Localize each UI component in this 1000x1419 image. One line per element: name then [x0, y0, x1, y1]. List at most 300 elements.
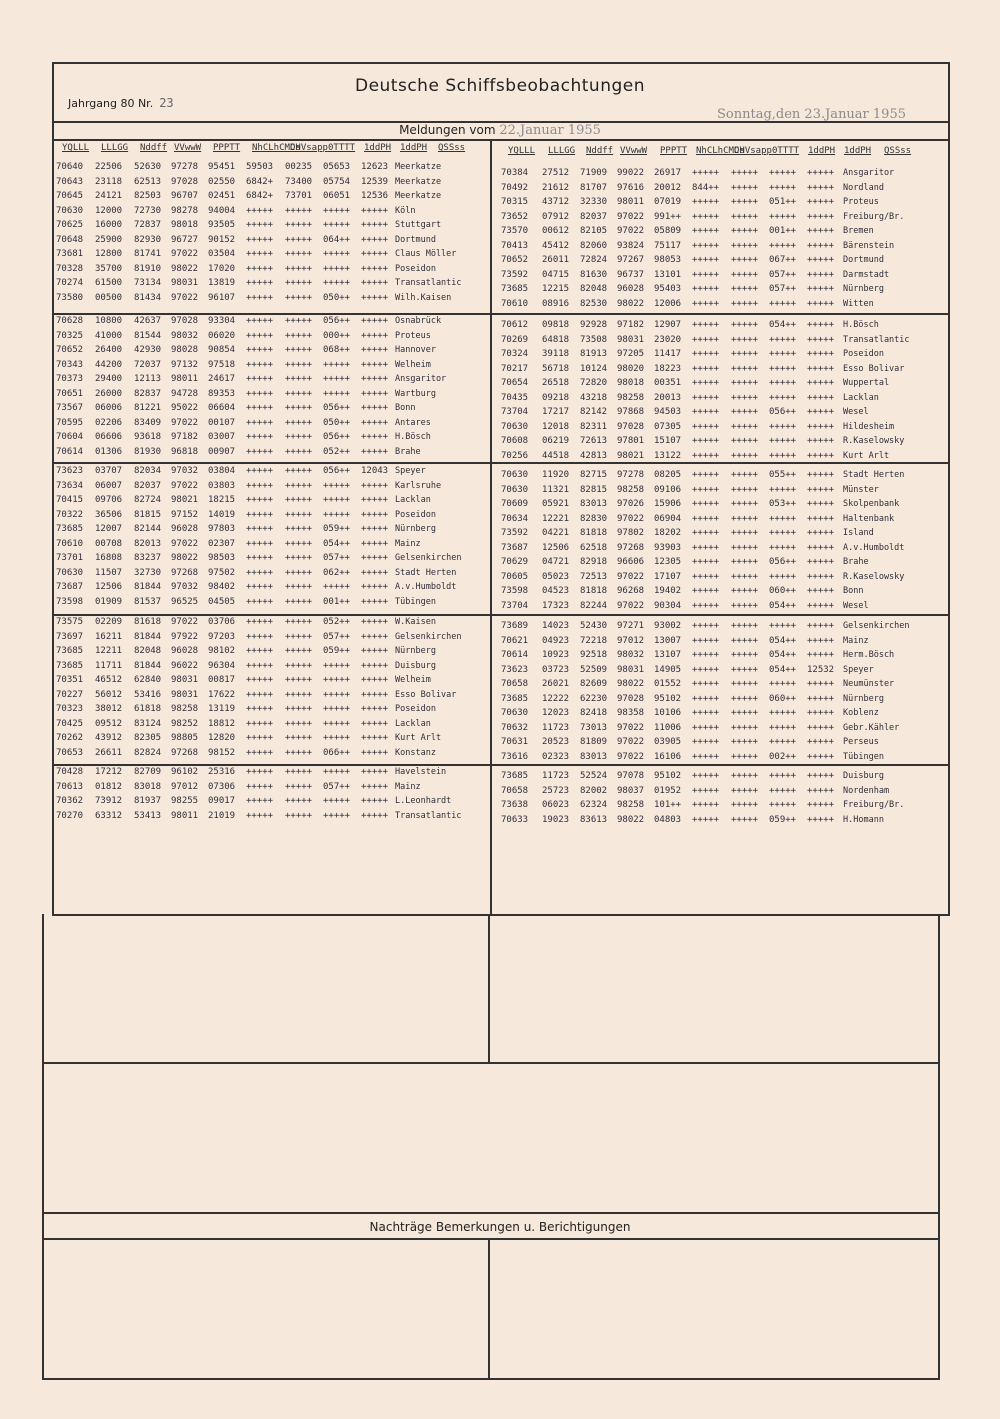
obs-code: 93002 — [654, 621, 682, 631]
obs-code: +++++ — [246, 446, 274, 457]
obs-code: 81937 — [134, 796, 162, 806]
lower-rule-2 — [42, 1212, 940, 1214]
ship-name: Hannover — [395, 345, 436, 355]
ship-name: H.Bösch — [843, 320, 879, 330]
obs-code: +++++ — [731, 722, 759, 733]
ship-name: A.v.Humboldt — [395, 582, 457, 592]
obs-code: 19402 — [654, 586, 682, 596]
obs-code: +++++ — [807, 197, 835, 207]
obs-code: 11507 — [95, 567, 123, 578]
obs-code: 15107 — [654, 436, 682, 446]
table-row — [56, 632, 488, 646]
obs-code: +++++ — [807, 320, 835, 330]
obs-code: 82715 — [580, 470, 608, 480]
obs-code: 054++ — [769, 650, 797, 660]
obs-code: 83018 — [134, 781, 162, 792]
ship-name: R.Kaselowsky — [843, 571, 905, 582]
obs-code: 82815 — [580, 484, 608, 495]
table-row — [496, 485, 948, 499]
obs-code: +++++ — [692, 349, 720, 359]
obs-code: +++++ — [361, 388, 389, 399]
obs-code: 03905 — [654, 737, 682, 747]
obs-code: 73685 — [501, 284, 529, 294]
table-row — [56, 524, 488, 538]
obs-code: +++++ — [361, 249, 389, 259]
obs-code: 62230 — [580, 693, 608, 704]
obs-code: 97203 — [208, 631, 236, 642]
ship-name: Gelsenkirchen — [843, 621, 910, 631]
table-row — [496, 364, 948, 378]
ship-name: Nordland — [843, 182, 884, 193]
obs-code: +++++ — [769, 211, 797, 222]
obs-code: 16106 — [654, 751, 682, 762]
obs-code: 95403 — [654, 284, 682, 294]
obs-code: 73598 — [56, 596, 84, 607]
obs-code: +++++ — [807, 542, 835, 553]
left-column-headers — [56, 143, 486, 157]
obs-code: +++++ — [692, 785, 720, 796]
table-row — [56, 568, 488, 582]
ship-name: Kurt Arlt — [843, 450, 890, 461]
obs-code: 72218 — [580, 635, 608, 646]
obs-code: +++++ — [246, 553, 274, 563]
table-row — [496, 270, 948, 284]
obs-code: +++++ — [246, 495, 274, 505]
lower-rule-1 — [42, 1062, 940, 1064]
col-header: DsVsapp — [290, 143, 328, 153]
obs-code: 73134 — [134, 278, 162, 288]
obs-code: +++++ — [361, 810, 389, 821]
obs-code: 059++ — [769, 814, 797, 825]
obs-code: +++++ — [692, 211, 720, 222]
obs-code: 11920 — [542, 470, 570, 480]
obs-code: 52430 — [580, 621, 608, 631]
ship-name: Bonn — [843, 586, 864, 596]
obs-code: +++++ — [807, 679, 835, 689]
obs-code: 46512 — [95, 675, 123, 685]
ship-name: Köln — [395, 205, 416, 216]
obs-code: 70217 — [501, 363, 529, 374]
obs-code: 12532 — [807, 664, 835, 675]
obs-code: +++++ — [731, 484, 759, 495]
obs-code: +++++ — [692, 513, 720, 524]
obs-code: +++++ — [285, 345, 313, 355]
obs-code: 17020 — [208, 263, 236, 274]
obs-code: +++++ — [807, 407, 835, 417]
obs-code: 32330 — [580, 197, 608, 207]
obs-code: +++++ — [323, 689, 351, 700]
obs-code: +++++ — [361, 432, 389, 442]
obs-code: 97026 — [617, 499, 645, 509]
obs-code: 21612 — [542, 182, 570, 193]
table-row — [496, 349, 948, 363]
obs-code: 23020 — [654, 334, 682, 345]
obs-code: 73570 — [501, 226, 529, 236]
obs-code: 70605 — [501, 571, 529, 582]
obs-code: +++++ — [692, 664, 720, 675]
obs-code: 057++ — [323, 553, 351, 563]
obs-code: +++++ — [807, 586, 835, 596]
obs-code: 82609 — [580, 679, 608, 689]
obs-code: +++++ — [769, 421, 797, 432]
obs-code: 97022 — [171, 480, 199, 491]
obs-code: +++++ — [731, 571, 759, 582]
obs-code: 98031 — [171, 675, 199, 685]
obs-code: 13101 — [654, 269, 682, 280]
obs-code: 11417 — [654, 349, 682, 359]
obs-code: 73685 — [56, 646, 84, 656]
obs-code: 95102 — [654, 771, 682, 781]
obs-code: +++++ — [807, 751, 835, 762]
obs-code: 97028 — [171, 176, 199, 187]
obs-code: +++++ — [361, 205, 389, 216]
obs-code: +++++ — [285, 278, 313, 288]
obs-code: 11723 — [542, 722, 570, 733]
obs-code: +++++ — [692, 722, 720, 733]
table-row — [496, 679, 948, 693]
obs-code: +++++ — [246, 509, 274, 520]
obs-code: 62324 — [580, 800, 608, 810]
obs-code: +++++ — [692, 708, 720, 718]
obs-code: 00107 — [208, 417, 236, 428]
obs-code: 19023 — [542, 814, 570, 825]
obs-code: 73616 — [501, 751, 529, 762]
ship-name: Mainz — [843, 635, 869, 646]
obs-code: +++++ — [692, 421, 720, 432]
obs-code: +++++ — [285, 781, 313, 792]
obs-code: 97032 — [171, 466, 199, 476]
obs-code: 82503 — [134, 191, 162, 201]
table-row — [496, 771, 948, 785]
table-row — [496, 621, 948, 635]
obs-code: +++++ — [361, 660, 389, 671]
obs-code: 73634 — [56, 480, 84, 491]
obs-code: 04715 — [542, 269, 570, 280]
obs-code: 05653 — [323, 162, 351, 172]
obs-code: 97028 — [617, 693, 645, 704]
obs-code: +++++ — [769, 392, 797, 403]
obs-code: 73592 — [501, 269, 529, 280]
obs-code: 054++ — [769, 320, 797, 330]
obs-code: 35700 — [95, 263, 123, 274]
obs-code: +++++ — [361, 403, 389, 413]
obs-code: +++++ — [285, 631, 313, 642]
obs-code: 10124 — [580, 363, 608, 374]
obs-code: +++++ — [769, 484, 797, 495]
obs-code: 73400 — [285, 176, 313, 187]
obs-code: 72613 — [580, 436, 608, 446]
obs-code: 96525 — [171, 596, 199, 607]
obs-code: +++++ — [807, 450, 835, 461]
obs-code: 70610 — [56, 538, 84, 549]
obs-code: 00500 — [95, 292, 123, 303]
obs-code: 97022 — [171, 292, 199, 303]
obs-code: +++++ — [285, 617, 313, 627]
obs-code: 98031 — [171, 689, 199, 700]
obs-code: 060++ — [769, 693, 797, 704]
obs-code: 11723 — [542, 771, 570, 781]
table-row — [56, 235, 488, 249]
obs-code: +++++ — [731, 421, 759, 432]
obs-code: 97182 — [171, 432, 199, 442]
obs-code: 81844 — [134, 582, 162, 592]
obs-code: 20013 — [654, 392, 682, 403]
obs-code: +++++ — [246, 480, 274, 491]
obs-code: +++++ — [731, 542, 759, 553]
obs-code: 98018 — [617, 378, 645, 388]
obs-code: +++++ — [692, 800, 720, 810]
obs-code: 96102 — [171, 767, 199, 777]
obs-code: 98022 — [617, 679, 645, 689]
obs-code: 81537 — [134, 596, 162, 607]
obs-code: 59503 — [246, 162, 274, 172]
obs-code: +++++ — [807, 470, 835, 480]
obs-code: +++++ — [769, 542, 797, 553]
table-row — [56, 675, 488, 689]
obs-code: +++++ — [769, 621, 797, 631]
obs-code: 02323 — [542, 751, 570, 762]
obs-code: +++++ — [285, 582, 313, 592]
obs-code: 057++ — [323, 781, 351, 792]
col-header: YQLLL — [62, 143, 90, 153]
table-row — [496, 407, 948, 421]
obs-code: 96818 — [171, 446, 199, 457]
table-row — [496, 557, 948, 571]
obs-code: 93824 — [617, 240, 645, 251]
obs-code: 73685 — [501, 771, 529, 781]
obs-code: +++++ — [731, 182, 759, 193]
obs-code: +++++ — [731, 737, 759, 747]
meldungen-date: 22.Januar 1955 — [499, 123, 601, 138]
obs-code: +++++ — [361, 646, 389, 656]
obs-code: +++++ — [692, 197, 720, 207]
table-row — [496, 737, 948, 751]
ship-name: R.Kaselowsky — [843, 436, 905, 446]
ship-name: Duisburg — [843, 771, 884, 781]
obs-code: 43712 — [542, 197, 570, 207]
issue-number: 23 — [159, 96, 174, 110]
obs-code: 10923 — [542, 650, 570, 660]
obs-code: 12820 — [208, 733, 236, 743]
obs-code: 83013 — [580, 499, 608, 509]
obs-code: 97022 — [617, 751, 645, 762]
obs-code: 52524 — [580, 771, 608, 781]
obs-code: 062++ — [323, 567, 351, 578]
ship-name: Neumünster — [843, 679, 895, 689]
obs-code: 97502 — [208, 567, 236, 578]
obs-code: +++++ — [246, 263, 274, 274]
obs-code: +++++ — [285, 374, 313, 384]
ship-name: Ansgaritor — [395, 374, 447, 384]
obs-code: 70630 — [501, 470, 529, 480]
obs-code: 97278 — [617, 470, 645, 480]
obs-code: 73592 — [501, 528, 529, 538]
obs-code: 73681 — [56, 249, 84, 259]
obs-code: 56718 — [542, 363, 570, 374]
col-header: DsVsapp — [734, 146, 772, 156]
obs-code: +++++ — [285, 747, 313, 758]
obs-code: 060++ — [769, 586, 797, 596]
obs-code: 82837 — [134, 388, 162, 399]
table-row — [496, 499, 948, 513]
table-row — [56, 191, 488, 205]
obs-code: +++++ — [769, 513, 797, 524]
obs-code: 52509 — [580, 664, 608, 675]
obs-code: +++++ — [246, 220, 274, 230]
ship-name: Gelsenkirchen — [395, 631, 462, 642]
ship-name: Mainz — [395, 538, 421, 549]
table-row — [496, 723, 948, 737]
obs-code: 73598 — [501, 586, 529, 596]
table-row — [56, 767, 488, 781]
obs-code: +++++ — [323, 718, 351, 729]
meldungen-label: Meldungen vom — [399, 123, 496, 137]
ship-name: Transatlantic — [395, 278, 462, 288]
obs-code: 82037 — [580, 211, 608, 222]
meldungen-line — [0, 123, 1000, 138]
obs-code: 97922 — [171, 631, 199, 642]
obs-code: 82709 — [134, 767, 162, 777]
ship-name: Poseidon — [395, 704, 436, 714]
obs-code: +++++ — [769, 771, 797, 781]
obs-code: 73685 — [501, 693, 529, 704]
ship-name: Osnabrück — [395, 316, 442, 326]
obs-code: +++++ — [361, 538, 389, 549]
obs-code: 056++ — [323, 403, 351, 413]
ship-name: Proteus — [395, 330, 431, 341]
obs-code: 26011 — [542, 255, 570, 265]
obs-code: 82918 — [580, 557, 608, 567]
col-header: 1ddPH — [364, 143, 392, 153]
obs-code: +++++ — [285, 220, 313, 230]
obs-code: 82830 — [580, 513, 608, 524]
obs-code: +++++ — [285, 596, 313, 607]
obs-code: +++++ — [361, 704, 389, 714]
ship-name: Dortmund — [395, 234, 436, 245]
obs-code: +++++ — [361, 582, 389, 592]
obs-code: 17622 — [208, 689, 236, 700]
obs-code: +++++ — [692, 600, 720, 611]
obs-code: +++++ — [692, 635, 720, 646]
obs-code: 03803 — [208, 480, 236, 491]
obs-code: 70614 — [501, 650, 529, 660]
table-row — [496, 650, 948, 664]
obs-code: +++++ — [323, 675, 351, 685]
right-column-headers — [496, 146, 946, 160]
obs-code: +++++ — [361, 330, 389, 341]
table-row — [496, 212, 948, 226]
ship-name: Wilh.Kaisen — [395, 292, 452, 303]
obs-code: 00612 — [542, 226, 570, 236]
col-header: NhCLhCMCH — [696, 146, 745, 156]
rule-group-1 — [52, 313, 948, 315]
document-title: Deutsche Schiffsbeobachtungen — [354, 76, 645, 96]
obs-code: 70614 — [56, 446, 84, 457]
obs-code: +++++ — [285, 234, 313, 245]
table-row — [56, 293, 488, 307]
obs-code: 07305 — [654, 421, 682, 432]
obs-code: +++++ — [361, 234, 389, 245]
obs-code: 068++ — [323, 345, 351, 355]
obs-code: +++++ — [692, 693, 720, 704]
obs-code: 04721 — [542, 557, 570, 567]
obs-code: 70613 — [56, 781, 84, 792]
obs-code: 73685 — [56, 524, 84, 534]
obs-code: 82305 — [134, 733, 162, 743]
table-row — [56, 582, 488, 596]
obs-code: 991++ — [654, 211, 682, 222]
obs-code: 01952 — [654, 785, 682, 796]
obs-code: 052++ — [323, 446, 351, 457]
table-row — [56, 403, 488, 417]
obs-code: 82037 — [134, 480, 162, 491]
ship-name: Wartburg — [395, 388, 436, 399]
obs-code: 93304 — [208, 316, 236, 326]
obs-code: 82105 — [580, 226, 608, 236]
obs-code: +++++ — [692, 621, 720, 631]
obs-code: +++++ — [246, 675, 274, 685]
obs-code: 12222 — [542, 693, 570, 704]
obs-code: +++++ — [769, 450, 797, 461]
col-header: PPPTT — [213, 143, 241, 153]
obs-code: 81930 — [134, 446, 162, 457]
ship-name: Darmstadt — [843, 269, 890, 280]
obs-code: 97518 — [208, 359, 236, 370]
table-row — [496, 543, 948, 557]
obs-code: +++++ — [769, 528, 797, 538]
obs-code: 001++ — [323, 596, 351, 607]
obs-code: 96028 — [617, 284, 645, 294]
obs-code: 09818 — [542, 320, 570, 330]
ship-name: Haltenbank — [843, 513, 895, 524]
obs-code: 06006 — [95, 403, 123, 413]
obs-code: 81630 — [580, 269, 608, 280]
obs-code: 81844 — [134, 660, 162, 671]
obs-code: +++++ — [246, 704, 274, 714]
obs-code: +++++ — [769, 436, 797, 446]
obs-code: +++++ — [807, 269, 835, 280]
obs-code: +++++ — [692, 284, 720, 294]
obs-code: 83013 — [580, 751, 608, 762]
obs-code: 03804 — [208, 466, 236, 476]
obs-code: 056++ — [323, 316, 351, 326]
obs-code: +++++ — [692, 407, 720, 417]
obs-code: 98028 — [171, 345, 199, 355]
obs-code: 12215 — [542, 284, 570, 294]
col-header: VVwwW — [620, 146, 648, 156]
obs-code: +++++ — [731, 513, 759, 524]
table-row — [496, 422, 948, 436]
ship-name: Meerkatze — [395, 162, 442, 172]
table-row — [496, 197, 948, 211]
table-row — [56, 360, 488, 374]
obs-code: +++++ — [361, 617, 389, 627]
ship-name: Stadt Herten — [843, 470, 905, 480]
table-row — [496, 786, 948, 800]
ship-name: Bärenstein — [843, 240, 895, 251]
obs-code: 82048 — [134, 646, 162, 656]
obs-code: 01552 — [654, 679, 682, 689]
obs-code: +++++ — [285, 796, 313, 806]
obs-code: 02209 — [95, 617, 123, 627]
obs-code: 70630 — [501, 421, 529, 432]
obs-code: 27512 — [542, 168, 570, 178]
obs-code: 17323 — [542, 600, 570, 611]
obs-code: 98805 — [171, 733, 199, 743]
obs-code: +++++ — [731, 168, 759, 178]
obs-code: 44200 — [95, 359, 123, 370]
obs-code: +++++ — [807, 499, 835, 509]
